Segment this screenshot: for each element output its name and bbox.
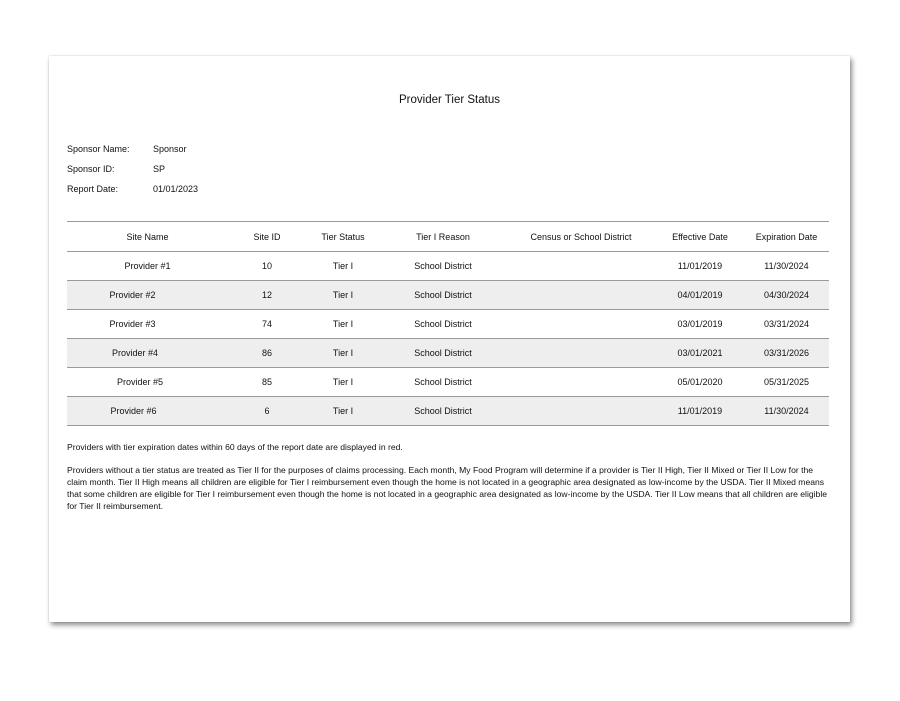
sponsor-name-row (67, 144, 198, 164)
site-id-cell: 86 (228, 339, 306, 368)
census-district-cell (506, 397, 656, 426)
sponsor-name-value: Sponsor (153, 144, 187, 154)
tier-status-cell: Tier I (306, 281, 380, 310)
site-id-cell: 85 (228, 368, 306, 397)
effective-date-cell: 03/01/2021 (656, 339, 744, 368)
report-date-row (67, 184, 198, 204)
column-header-census-district: Census or School District (506, 222, 656, 252)
tier-reason-cell: School District (380, 281, 506, 310)
table-row (67, 397, 829, 426)
sponsor-id-value: SP (153, 164, 166, 174)
expiration-date-cell: 11/30/2024 (744, 252, 829, 281)
site-id-cell: 12 (228, 281, 306, 310)
column-header-expiration-date: Expiration Date (744, 222, 829, 252)
report-title: Provider Tier Status (399, 94, 500, 106)
sponsor-info (67, 144, 198, 204)
site-id-cell: 10 (228, 252, 306, 281)
column-header-tier-status: Tier Status (306, 222, 380, 252)
site-name-cell: Provider #3 (67, 310, 228, 339)
tier-status-cell: Tier I (306, 310, 380, 339)
report-notes (67, 441, 829, 523)
tier-reason-cell: School District (380, 368, 506, 397)
tier-status-cell: Tier I (306, 339, 380, 368)
sponsor-name-label: Sponsor Name: (67, 144, 130, 154)
table-row (67, 310, 829, 339)
expiration-date-cell: 03/31/2024 (744, 310, 829, 339)
effective-date-cell: 11/01/2019 (656, 252, 744, 281)
tier-status-cell: Tier I (306, 397, 380, 426)
tier-reason-cell: School District (380, 397, 506, 426)
census-district-cell (506, 339, 656, 368)
tier-definition-note: Providers without a tier status are treated as Tier II for the purposes of claims processing. Each month, My Food Program will determine if a provider is Tier II High, Tier II Mixed or Tier II Low for the claim month. Tier II High means all children are eligible for Tier I reimbursement even though the home is not located in a geographic area designated as low-income by the USDA. Tier II Mixed means that some children are eligible for Tier I reimbursement even though the home is not located in a geographic area designated as low-income by the USDA. Tier II Low means that all children are eligible for Tier II reimbursement. (67, 465, 828, 511)
table-row (67, 252, 829, 281)
census-district-cell (506, 281, 656, 310)
effective-date-cell: 05/01/2020 (656, 368, 744, 397)
site-name-cell: Provider #4 (67, 339, 228, 368)
expiration-date-cell: 04/30/2024 (744, 281, 829, 310)
tier-reason-cell: School District (380, 310, 506, 339)
census-district-cell (506, 310, 656, 339)
tier-status-cell: Tier I (306, 252, 380, 281)
provider-tier-table (67, 221, 829, 426)
table-header-row (67, 222, 829, 252)
site-id-cell: 6 (228, 397, 306, 426)
effective-date-cell: 04/01/2019 (656, 281, 744, 310)
column-header-site-name: Site Name (67, 222, 228, 252)
tier-reason-cell: School District (380, 252, 506, 281)
table-row (67, 339, 829, 368)
expiration-date-cell: 11/30/2024 (744, 397, 829, 426)
tier-reason-cell: School District (380, 339, 506, 368)
sponsor-id-row (67, 164, 198, 184)
column-header-tier-reason: Tier I Reason (380, 222, 506, 252)
tier-status-cell: Tier I (306, 368, 380, 397)
effective-date-cell: 11/01/2019 (656, 397, 744, 426)
sponsor-id-label: Sponsor ID: (67, 164, 115, 174)
table-row (67, 281, 829, 310)
column-header-effective-date: Effective Date (656, 222, 744, 252)
report-date-label: Report Date: (67, 184, 119, 194)
report-date-value: 01/01/2023 (153, 184, 199, 194)
site-name-cell: Provider #6 (67, 397, 228, 426)
site-name-cell: Provider #2 (67, 281, 228, 310)
expiration-date-cell: 03/31/2026 (744, 339, 829, 368)
effective-date-cell: 03/01/2019 (656, 310, 744, 339)
expiration-date-cell: 05/31/2025 (744, 368, 829, 397)
census-district-cell (506, 368, 656, 397)
column-header-site-id: Site ID (228, 222, 306, 252)
site-name-cell: Provider #1 (67, 252, 228, 281)
site-name-cell: Provider #5 (67, 368, 228, 397)
report-page (49, 56, 850, 622)
census-district-cell (506, 252, 656, 281)
site-id-cell: 74 (228, 310, 306, 339)
table-row (67, 368, 829, 397)
expiration-note: Providers with tier expiration dates within 60 days of the report date are displayed in red. (67, 442, 403, 452)
